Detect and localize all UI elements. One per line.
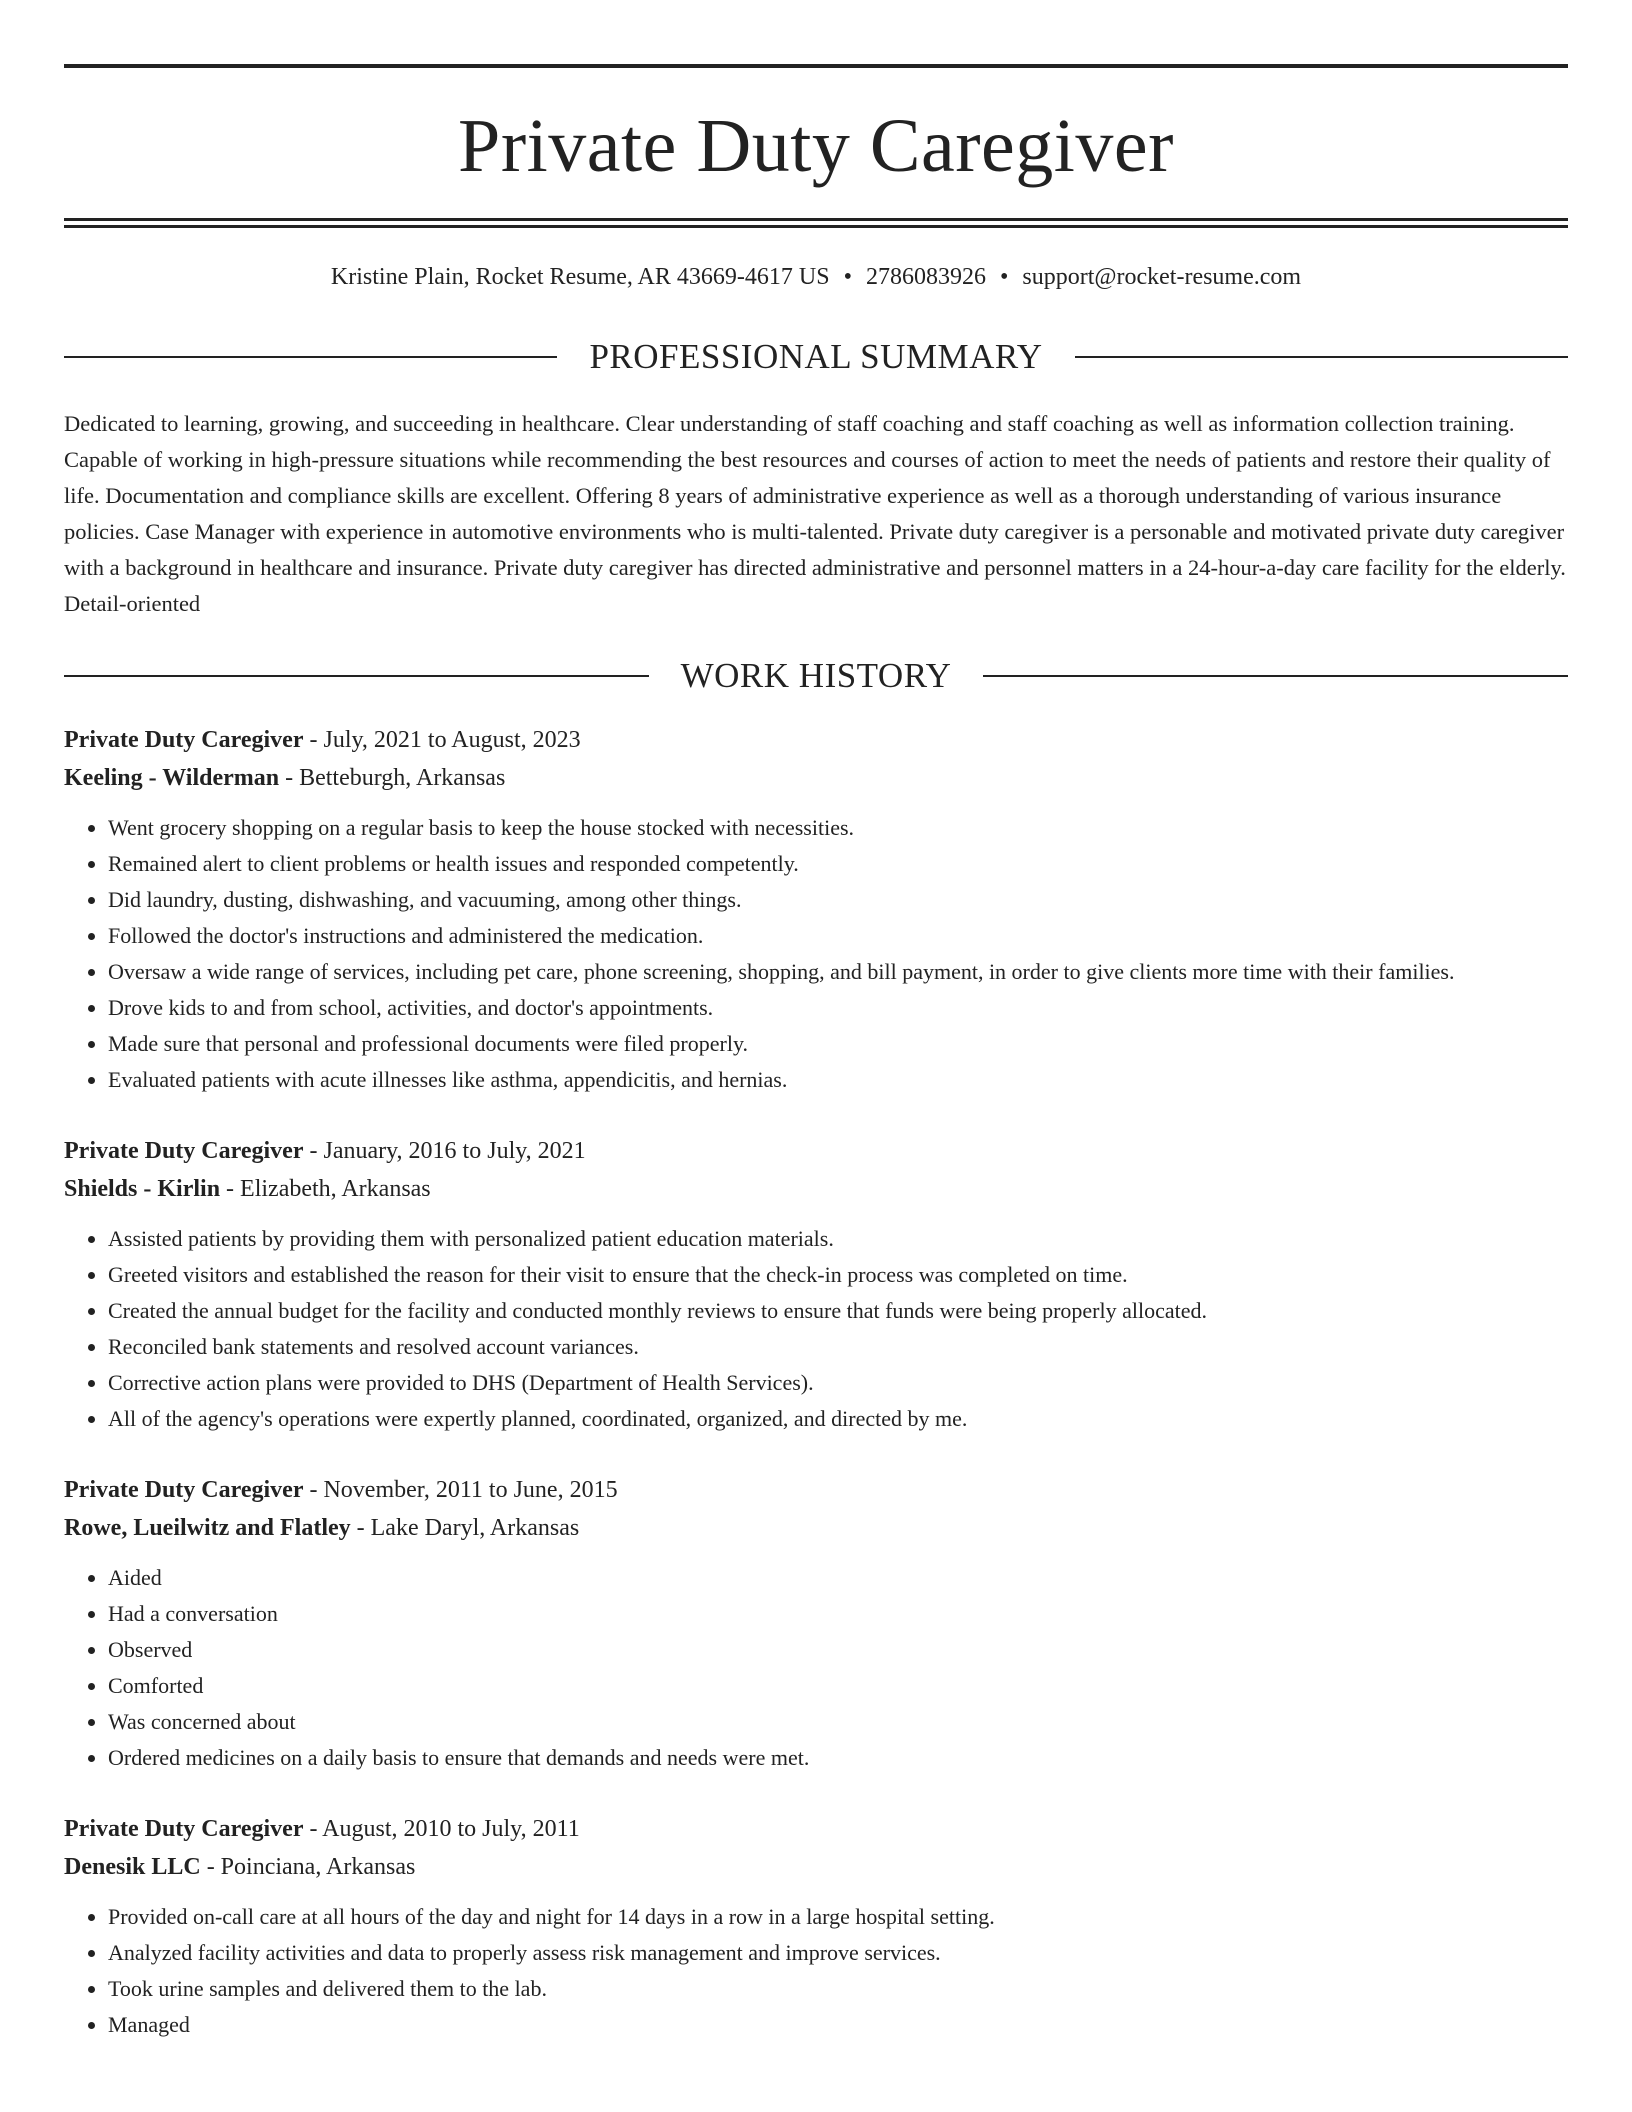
job-company: Rowe, Lueilwitz and Flatley (64, 1515, 351, 1541)
job-company: Denesik LLC (64, 1854, 201, 1880)
job-bullet: • Had a conversation (108, 1596, 1568, 1632)
job-bullet: • Analyzed facility activities and data to properly assess risk management and improve services. (108, 1935, 1568, 1971)
job-dates: - July, 2021 to August, 2023 (303, 727, 581, 753)
heading-rule-left (64, 356, 557, 358)
heading-rule-left (64, 675, 649, 677)
job-company-line (64, 1509, 1568, 1547)
job-bullet: • Aided (108, 1560, 1568, 1596)
resume-title: Private Duty Caregiver (458, 104, 1174, 188)
job-bullet: • Corrective action plans were provided to DHS (Department of Health Services). (108, 1365, 1568, 1401)
job-entry (64, 721, 1568, 1098)
contact-separator: • (999, 264, 1009, 290)
job-bullet: • Provided on-call care at all hours of the day and night for 14 days in a row in a large hospital setting. (108, 1899, 1568, 1935)
contact-email: support@rocket-resume.com (1022, 264, 1302, 290)
job-bullet: • Was concerned about (108, 1704, 1568, 1740)
job-location: - Poinciana, Arkansas (200, 1854, 416, 1880)
job-company-line (64, 1848, 1568, 1886)
job-bullet: • Went grocery shopping on a regular basis to keep the house stocked with necessities. (108, 810, 1568, 846)
job-bullet: • Oversaw a wide range of services, including pet care, phone screening, shopping, and bill payment, in order to give clients more time with their families. (108, 954, 1568, 990)
job-bullet: • Reconciled bank statements and resolved account variances. (108, 1329, 1568, 1365)
top-rule (64, 64, 1568, 68)
summary-section-heading (64, 339, 1568, 374)
job-bullet: • Remained alert to client problems or health issues and responded competently. (108, 846, 1568, 882)
job-dates: - August, 2010 to July, 2011 (303, 1816, 580, 1842)
job-bullet-list (64, 1221, 1568, 1437)
job-title-line (64, 1132, 1568, 1170)
job-title: Private Duty Caregiver (64, 1138, 304, 1164)
job-bullet-list (64, 1899, 1568, 2043)
job-location: - Elizabeth, Arkansas (220, 1176, 431, 1202)
summary-text: Dedicated to learning, growing, and succeeding in healthcare. Clear understanding of staff coaching and staff coaching as well as information collection training. Capable of working in high-pressure situations while recommending the best resources and courses of action to meet the needs of patients and restore their quality of life. Documentation and compliance skills are excellent. Offering 8 years of administrative experience as well as a thorough understanding of various insurance policies. Case Manager with experience in automotive environments who is multi-talented. Private duty caregiver is a personable and motivated private duty caregiver with a background in healthcare and insurance. Private duty caregiver has directed administrative and personnel matters in a 24-hour-a-day care facility for the elderly. Detail-oriented (64, 411, 1566, 616)
job-title-line (64, 1471, 1568, 1509)
job-bullet: • All of the agency's operations were expertly planned, coordinated, organized, and directed by me. (108, 1401, 1568, 1437)
contact-line (64, 265, 1568, 289)
job-title: Private Duty Caregiver (64, 727, 304, 753)
job-bullet-list (64, 1560, 1568, 1776)
job-bullet-list (64, 810, 1568, 1098)
job-company-line (64, 759, 1568, 797)
contact-separator: • (843, 264, 852, 290)
heading-rule-right (1075, 356, 1568, 358)
job-location: - Betteburgh, Arkansas (279, 765, 506, 791)
job-bullet: • Observed (108, 1632, 1568, 1668)
job-entry (64, 1471, 1568, 1776)
job-bullet: • Did laundry, dusting, dishwashing, and vacuuming, among other things. (108, 882, 1568, 918)
job-company: Keeling - Wilderman (64, 765, 280, 791)
work-heading-label: WORK HISTORY (680, 656, 952, 695)
job-entry (64, 1132, 1568, 1437)
job-bullet: • Created the annual budget for the facility and conducted monthly reviews to ensure that funds were being properly allocated. (108, 1293, 1568, 1329)
job-dates: - January, 2016 to July, 2021 (303, 1138, 586, 1164)
job-bullet: • Took urine samples and delivered them to the lab. (108, 1971, 1568, 2007)
job-bullet: • Drove kids to and from school, activities, and doctor's appointments. (108, 990, 1568, 1026)
job-bullet: • Made sure that personal and professional documents were filed properly. (108, 1026, 1568, 1062)
contact-address: Kristine Plain, Rocket Resume, AR 43669-4617 US (330, 264, 830, 290)
job-company: Shields - Kirlin (64, 1176, 221, 1202)
contact-phone: 2786083926 (865, 264, 986, 290)
work-section-heading (64, 658, 1568, 693)
job-bullet: • Evaluated patients with acute illnesses like asthma, appendicitis, and hernias. (108, 1062, 1568, 1098)
job-location: - Lake Daryl, Arkansas (350, 1515, 580, 1541)
job-bullet: • Comforted (108, 1668, 1568, 1704)
title-double-rule (64, 218, 1568, 228)
job-bullet: • Managed (108, 2007, 1568, 2043)
summary-heading-label: PROFESSIONAL SUMMARY (589, 337, 1043, 376)
job-dates: - November, 2011 to June, 2015 (303, 1477, 618, 1503)
job-title-line (64, 721, 1568, 759)
job-bullet: • Ordered medicines on a daily basis to ensure that demands and needs were met. (108, 1740, 1568, 1776)
job-bullet: • Followed the doctor's instructions and administered the medication. (108, 918, 1568, 954)
job-company-line (64, 1170, 1568, 1208)
job-bullet: • Assisted patients by providing them with personalized patient education materials. (108, 1221, 1568, 1257)
job-title: Private Duty Caregiver (64, 1477, 304, 1503)
job-title: Private Duty Caregiver (64, 1816, 304, 1842)
heading-rule-right (983, 675, 1568, 677)
job-entry (64, 1810, 1568, 2043)
job-title-line (64, 1810, 1568, 1848)
job-bullet: • Greeted visitors and established the reason for their visit to ensure that the check-in process was completed on time. (108, 1257, 1568, 1293)
